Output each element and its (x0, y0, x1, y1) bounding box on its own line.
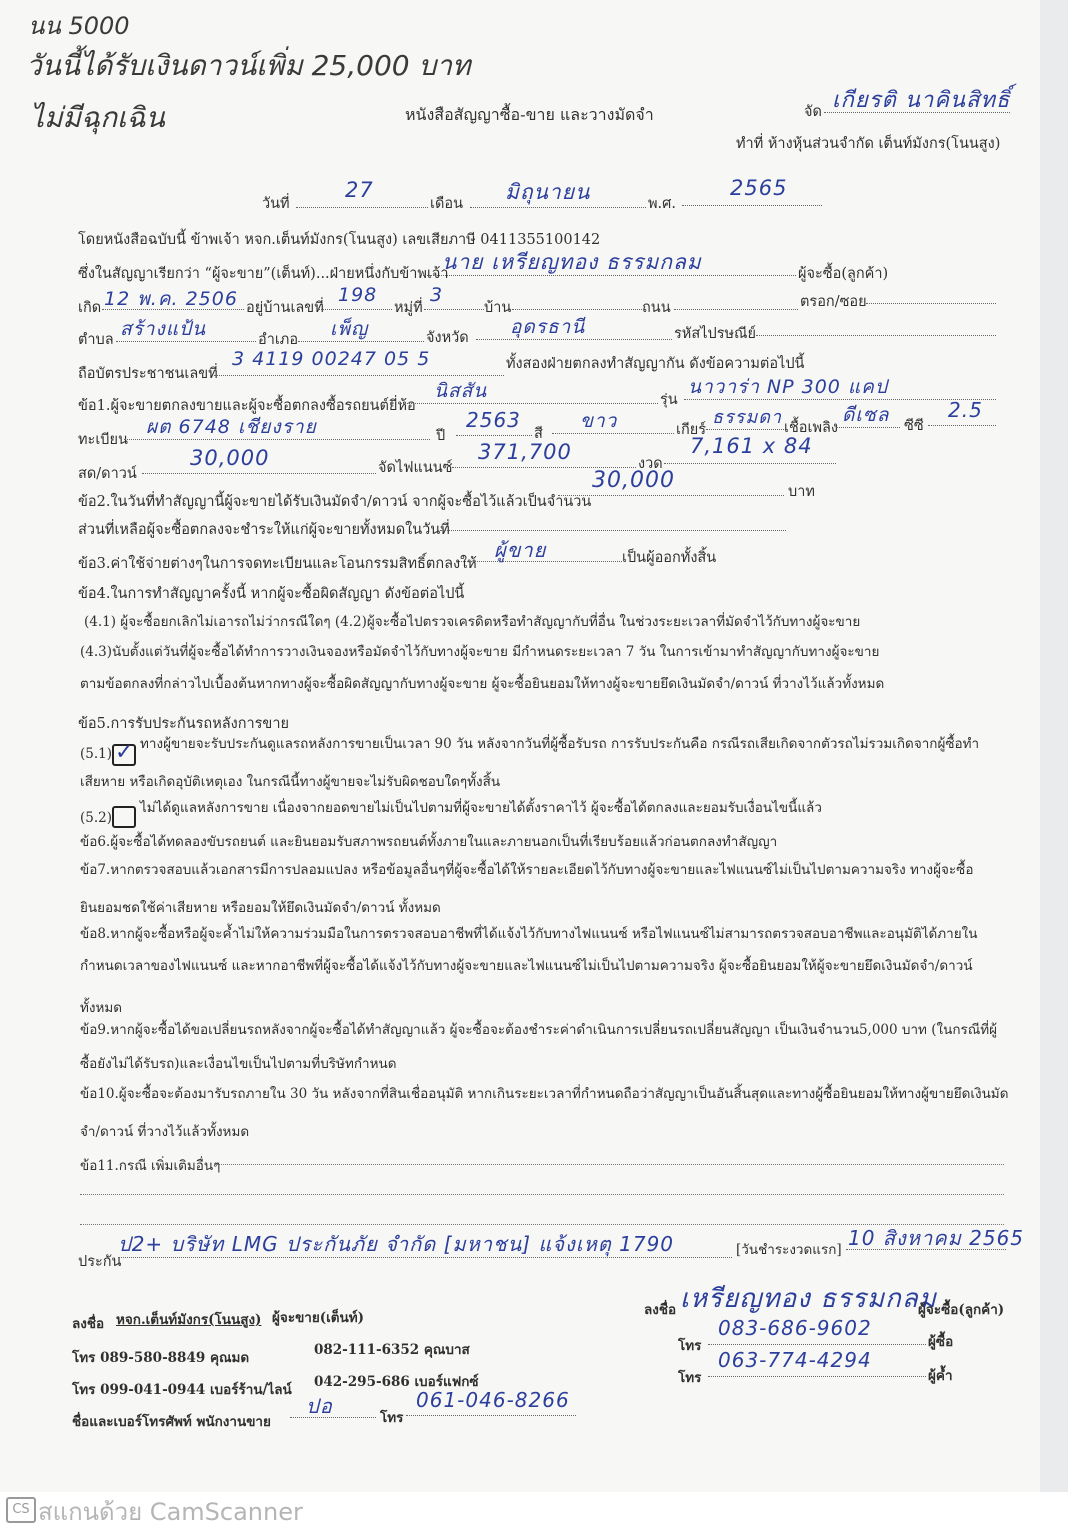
guarantor-tel: 063-774-4294 (718, 1348, 872, 1372)
gear-label: เกียร์ (676, 422, 707, 438)
first-pay-label: [วันชำระงวดแรก] (736, 1242, 842, 1258)
contract-title: หนังสือสัญญาซื้อ-ขาย และวางมัดจำ (405, 105, 654, 124)
month-dots (470, 207, 646, 208)
year-label: พ.ศ. (648, 196, 676, 212)
insurance-value: ป2+ บริษัท LMG ประกันภัย จำกัด [มหาชน] แจ้งเหตุ 1790 (118, 1232, 675, 1256)
buyer-tel-label: โทร (678, 1338, 702, 1354)
insurance-dots (118, 1257, 732, 1258)
first-pay-value: 10 สิงหาคม 2565 (848, 1226, 1025, 1250)
made-at: ทำที่ ห้างหุ้นส่วนจำกัด เต็นท์มังกร(โนนสูง) (736, 136, 1001, 152)
clause1-reg: ผต 6748 เชียงราย (146, 416, 317, 438)
moo-label: หมู่ที่ (394, 300, 423, 316)
clause5-o1-text2: เสียหาย หรือเกิดอุบัติเหตุเอง ในกรณีนี้ทางผู้ขายจะไม่รับผิดชอบใดๆทั้งสิ้น (80, 774, 501, 790)
clause2-amount: 30,000 (592, 468, 675, 493)
tel4: 042-295-686 เบอร์แฟกซ์ (314, 1374, 479, 1390)
road-label: ถนน (642, 300, 671, 316)
reg-label: ทะเบียน (78, 432, 128, 448)
soi-dots (866, 303, 996, 304)
reg-dots (124, 439, 430, 440)
clause8-l2: กำหนดเวลาของไฟแนนซ์ และหากอาชีพที่ผู้จะซื้อได้แจ้งไว้กับทางผู้จะขายและไฟแนนซ์ไม่เป็นไปตามความจริง ผู้จะซื้อยินยอมให้ผู้จะขายยึดเงินมัดจำ/ดาวน์ (80, 958, 973, 974)
clause6-text: ข้อ6.ผู้จะซื้อได้ทดลองขับรถยนต์ และยินยอมรับสภาพรถยนต์ทั้งภายในและภายนอกเป็นที่เรียบร้อยแล้วก่อนตกลงทำสัญญา (80, 834, 778, 850)
day-dots (296, 207, 428, 208)
down-dots (142, 473, 376, 474)
postcode-label: รหัสไปรษณีย์ (674, 326, 756, 342)
tel2: 082-111-6352 คุณบาส (314, 1342, 470, 1358)
clause4-l3: ตามข้อตกลงที่กล่าวไปเบื้องต้นหากทางผู้จะซื้อผิดสัญญากับทางผู้จะขาย ผู้จะซื้อยินยอมให้ทางผู้จะขายยึดเงินมัดจำ/ดาวน์ ที่วางไว้แล้วทั้งหมด (80, 676, 885, 692)
clause9-l1: ข้อ9.หากผู้จะซื้อได้ขอเปลี่ยนรถหลังจากผู้จะซื้อได้ทำสัญญาแล้ว ผู้จะซื้อจะต้องชำระค่าดำเนินการเปลี่ยนรถเปลี่ยนสัญญา เป็นเงินจำนวน5,000 บาท (ในกรณีที่ผู้ (80, 1022, 998, 1038)
tambon-dots (116, 341, 256, 342)
clause10-l1: ข้อ10.ผู้จะซื้อจะต้องมารับรถภายใน 30 วัน หลังจากที่สินเชื่ออนุมัติ หากเกินระยะเวลาที่กำหนดถือว่าสัญญาเป็นอันสิ้นสุดและทางผู้ซื้อยินยอมให้ทางผู้ขายยึดเงินมัด (80, 1086, 1009, 1102)
year-dots (682, 205, 822, 206)
clause1-finance: 371,700 (478, 440, 572, 464)
clause3-who: ผู้ขาย (494, 538, 547, 562)
from-label: จัด (804, 104, 822, 120)
id-value: 3 4119 00247 05 5 (232, 348, 431, 370)
year-c1-dots (456, 435, 532, 436)
postcode-dots (756, 335, 996, 336)
buyer-label: ผู้จะซื้อ(ลูกค้า) (798, 266, 889, 282)
clause2-remain: ส่วนที่เหลือผู้จะซื้อตกลงจะชำระให้แก่ผู้จะขายทั้งหมดในวันที่ (78, 522, 450, 538)
amphoe-value: เพ็ญ (330, 318, 369, 340)
buyer-sign-role: ผู้จะซื้อ(ลูกค้า) (918, 1302, 1005, 1318)
seller-sign-label: ลงชื่อ (72, 1316, 105, 1332)
install-dots (664, 463, 836, 464)
clause1-down: 30,000 (190, 446, 270, 470)
clause1-year: 2563 (466, 408, 521, 432)
clause1-label: ข้อ1.ผู้จะขายตกลงขายและผู้จะซื้อตกลงซื้อรถยนต์ยี่ห้อ (78, 398, 416, 414)
color-label: สี (534, 426, 543, 442)
tel1: โทร 089-580-8849 คุณมด (72, 1350, 250, 1366)
remain-dots (440, 530, 786, 531)
moo-value: 3 (430, 284, 444, 306)
staff-tel-dots (406, 1415, 576, 1416)
month-label: เดือน (430, 196, 463, 212)
house-value: 198 (338, 284, 378, 306)
clause1-color: ขาว (580, 410, 618, 432)
buyer-tel-dots (708, 1344, 926, 1345)
fuel-label: เชื้อเพลิง (784, 420, 838, 436)
year-label-c1: ปี (436, 428, 446, 444)
guarantor-tel-role: ผู้ค้ำ (928, 1368, 953, 1384)
clause8-l1: ข้อ8.หากผู้จะซื้อหรือผู้จะค้ำไม่ให้ความร่วมมือในการตรวจสอบอาชีพที่ได้แจ้งไว้กับทางไฟแนนซ์ หรือไฟแนนซ์ไม่สามารถตรวจสอบอาชีพและอนุมัติได้ภายใน (80, 926, 978, 942)
born-value: 12 พ.ค. 2506 (104, 288, 238, 310)
province-dots (476, 339, 672, 340)
born-label: เกิด (78, 300, 102, 316)
note-line-1: นน 5000 (28, 12, 130, 40)
staff-name-dots (290, 1417, 376, 1418)
seller-sign-value: หจก.เต็นท์มังกร(โนนสูง) (116, 1312, 262, 1328)
install-label: งวด (638, 456, 663, 472)
seller-called: ซึ่งในสัญญาเรียกว่า “ผู้จะขาย”(เต็นท์)...ฝ่ายหนึ่งกับข้าพเจ้า (78, 266, 449, 282)
clause7-l2: ยินยอมชดใช้ค่าเสียหาย หรือยอมให้ยึดเงินมัดจำ/ดาวน์ ทั้งหมด (80, 900, 441, 916)
clause1-gear: ธรรมดา (712, 407, 782, 428)
gear-dots (706, 429, 786, 430)
insurance-label: ประกัน (78, 1254, 122, 1270)
note-line-3: ไม่มีฉุกเฉิน (30, 101, 165, 134)
clause2-unit: บาท (788, 484, 815, 500)
tel3: โทร 099-041-0944 เบอร์ร้าน/ไลน์ (72, 1382, 292, 1398)
clause1-install: 7,161 x 84 (690, 434, 813, 458)
buyer-name-dots (420, 275, 796, 276)
down-label: สด/ดาวน์ (78, 466, 137, 482)
color-dots (552, 433, 674, 434)
from-value: เกียรติ นาคินสิทธิ์ (832, 88, 1011, 113)
clause10-l2: จำ/ดาวน์ ที่วางไว้แล้วทั้งหมด (80, 1124, 250, 1140)
first-pay-dots (846, 1249, 1006, 1250)
option-5-1-checkbox[interactable] (112, 740, 136, 766)
camscanner-logo-icon: CS (6, 1497, 36, 1523)
staff-name: ปอ (306, 1394, 333, 1418)
clause4-label: ข้อ4.ในการทำสัญญาครั้งนี้ หากผู้จะซื้อผิดสัญญา ดังข้อต่อไปนี้ (78, 586, 465, 602)
fuel-dots (836, 427, 900, 428)
tambon-value: สร้างแป้น (120, 318, 207, 340)
day-value: 27 (345, 178, 374, 202)
staff-tel-label: โทร (380, 1410, 404, 1426)
house-label: อยู่บ้านเลขที่ (246, 300, 324, 316)
amphoe-label: อำเภอ (258, 332, 299, 348)
buyer-signature: เหรียญทอง ธรรมกลม (680, 1284, 937, 1314)
clause5-o1-num: (5.1) (80, 746, 113, 762)
village-label: บ้าน (484, 300, 512, 316)
staff-tel: 061-046-8266 (416, 1388, 570, 1412)
clause1-brand: นิสสัน (434, 380, 488, 402)
guarantor-tel-dots (708, 1376, 926, 1377)
clause1-model: นาวาร่า NP 300 แคป (688, 376, 888, 398)
clause5-o2-text: ไม่ได้ดูแลหลังการขาย เนื่องจากยอดขายไม่เป็นไปตามที่ผู้จะขายได้ตั้งราคาไว้ ผู้จะซื้อได้ตกลงและยอมรับเงื่อนไขนี้แล้ว (140, 800, 822, 816)
clause1-cc: 2.5 (948, 398, 983, 422)
who-dots (456, 561, 622, 562)
buyer-sign-label: ลงชื่อ (644, 1302, 677, 1318)
note-line-2: วันนี้ได้รับเงินดาวน์เพิ่ม 25,000 บาท (26, 49, 471, 82)
clause11-line-1 (214, 1164, 1004, 1165)
village-dots (512, 309, 642, 310)
camscanner-watermark: สแกนด้วย CamScanner (38, 1498, 303, 1526)
tambon-label: ตำบล (78, 332, 114, 348)
amount-dots (558, 495, 784, 496)
model-label: รุ่น (660, 392, 678, 408)
check-mark-icon: ✓ (115, 740, 134, 765)
clause7-l1: ข้อ7.หากตรวจสอบแล้วเอกสารมีการปลอมแปลง หรือข้อมูลอื่นๆที่ผู้จะซื้อได้ให้รายละเอียดไว้กับทางผู้จะขายและไฟแนนซ์ไม่เป็นไปตามความจริง ทางผู้จะซื้อ (80, 862, 974, 878)
moo-dots (424, 309, 484, 310)
clause11-line-2 (80, 1194, 1004, 1195)
clause4-l2: (4.3)นับตั้งแต่วันที่ผู้จะซื้อได้ทำการวางเงินจองหรือมัดจำไว้กับทางผู้จะขาย มีกำหนดระยะเวลา 7 วัน ในการเข้ามาทำสัญญากับทางผู้จะขาย (80, 644, 880, 660)
province-label: จังหวัด (426, 330, 469, 346)
year-value: 2565 (730, 176, 788, 200)
finance-label: จัดไฟแนนซ์ (378, 460, 453, 476)
soi-label: ตรอก/ซอย (800, 294, 867, 310)
house-dots (318, 309, 392, 310)
clause4-l1: (4.1) ผู้จะซื้อยกเลิกไม่เอารถไม่ว่ากรณีใดๆ (4.2)ผู้จะซื้อไปตรวจเครดิตหรือทำสัญญากับที่อื่น ในช่วงระยะเวลาที่มัดจำไว้กับทางผู้จะขาย (84, 614, 861, 630)
agree-text: ทั้งสองฝ่ายตกลงทำสัญญากัน ดังข้อความต่อไปนี้ (506, 356, 805, 372)
clause8-l3: ทั้งหมด (80, 1000, 123, 1016)
clause5-label: ข้อ5.การรับประกันรถหลังการขาย (78, 716, 289, 732)
born-dots (102, 309, 244, 310)
clause1-fuel: ดีเซล (842, 404, 890, 426)
month-value: มิถุนายน (505, 180, 591, 204)
option-5-2-checkbox[interactable] (112, 806, 136, 828)
clause2-label: ข้อ2.ในวันที่ทำสัญญานี้ผู้จะขายได้รับเงินมัดจำ/ดาวน์ จากผู้จะซื้อไว้แล้วเป็นจำนวน (78, 494, 592, 510)
buyer-tel-role: ผู้ซื้อ (928, 1334, 954, 1350)
clause9-l2: ซื้อยังไม่ได้รับรถ)และเงื่อนไขเป็นไปตามที่บริษัทกำหนด (80, 1056, 397, 1072)
staff-label: ชื่อและเบอร์โทรศัพท์ พนักงานขาย (72, 1414, 271, 1430)
buyer-name: นาย เหรียญทอง ธรรมกลม (442, 250, 702, 274)
seller-sign-role: ผู้จะขาย(เต็นท์) (272, 1310, 365, 1326)
from-dots (824, 112, 1010, 113)
buyer-tel: 083-686-9602 (718, 1316, 872, 1340)
amphoe-dots (298, 341, 424, 342)
road-dots (674, 309, 798, 310)
clause3-label: ข้อ3.ค่าใช้จ่ายต่างๆในการจดทะเบียนและโอนกรรมสิทธิ์ตกลงให้ (78, 556, 477, 572)
intro-text: โดยหนังสือฉบับนี้ ข้าพเจ้า หจก.เต็นท์มังกร(โนนสูง) เลขเสียภาษี 0411355100142 (78, 232, 601, 248)
scan-edge (1040, 0, 1068, 1492)
clause11-label: ข้อ11.กรณี เพิ่มเติมอื่นๆ (80, 1158, 221, 1174)
cc-label: ซีซี (904, 418, 924, 434)
province-value: อุดรธานี (510, 316, 586, 338)
brand-dots (400, 403, 658, 404)
day-label: วันที่ (262, 196, 290, 212)
clause5-o1-text: ทางผู้ขายจะรับประกันดูแลรถหลังการขายเป็นเวลา 90 วัน หลังจากวันที่ผู้ซื้อรับรถ การรับประกันคือ กรณีรถเสียเกิดจากตัวรถไม่รวมเกิดจากผู้ซื้อทำ (140, 736, 980, 752)
id-label: ถือบัตรประชาชนเลขที่ (78, 366, 218, 382)
clause5-o2-num: (5.2) (80, 810, 113, 826)
clause3-tail: เป็นผู้ออกทั้งสิ้น (622, 550, 717, 566)
cc-dots (928, 425, 996, 426)
guarantor-tel-label: โทร (678, 1370, 702, 1386)
